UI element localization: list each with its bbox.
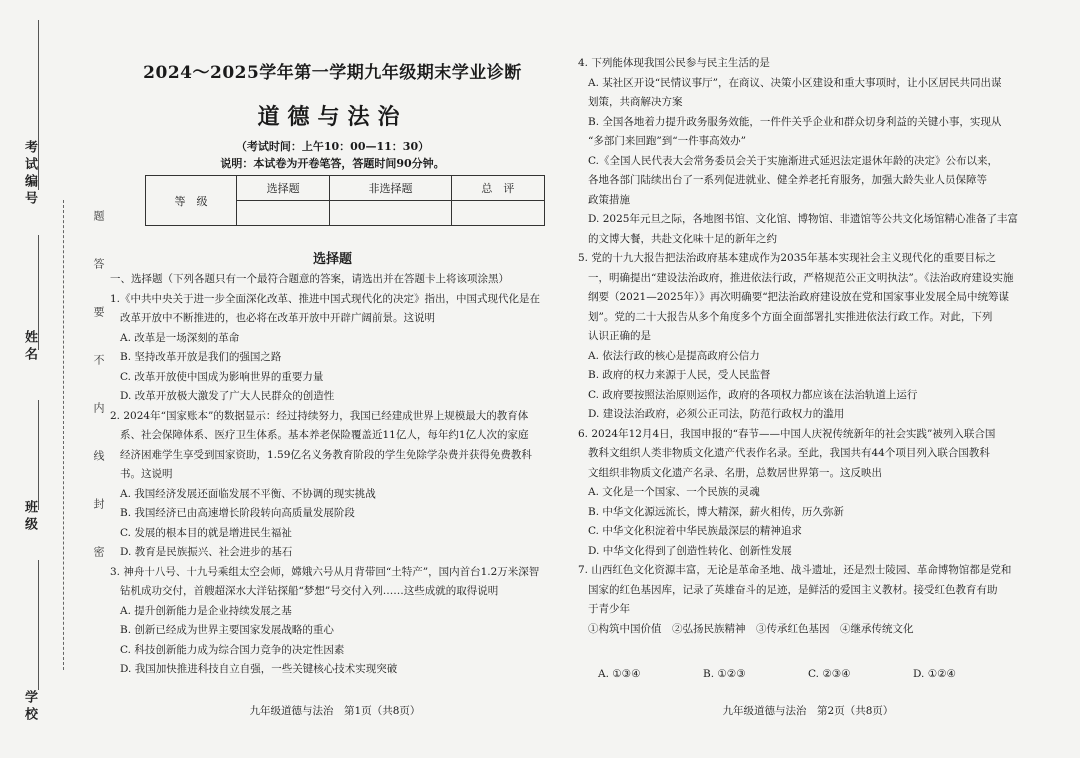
left-q-line: B. 创新已经成为世界主要国家发展战略的重心 bbox=[120, 624, 334, 636]
right-q-line: 国家的红色基因库，记录了英雄奋斗的足迹，是鲜活的爱国主义教材。接受红色教育有助 bbox=[588, 583, 998, 596]
seal-dashed-line bbox=[63, 200, 64, 670]
right-q-line: 划策，共商解决方案 bbox=[588, 96, 683, 108]
q7-choice-c: C. ②③④ bbox=[808, 668, 851, 680]
choice-score-cell[interactable] bbox=[237, 201, 330, 226]
left-q-line: B. 坚持改革开放是我们的强国之路 bbox=[120, 351, 282, 363]
left-q-line: 系、社会保障体系、医疗卫生体系。基本养老保险覆盖近11亿人，每年约1亿人次的家庭 bbox=[120, 429, 529, 441]
left-q-line: 2. 2024年“国家账本”的数据显示：经过持续努力，我国已经建成世界上规模最大的教育体 bbox=[110, 409, 529, 422]
seal-text: 题答要不内线封密 bbox=[92, 210, 105, 594]
nonchoice-col-header: 非选择题 bbox=[330, 176, 452, 201]
right-q-line: 5. 党的十九大报告把法治政府基本建成作为2035年基本实现社会主义现代化的重要目标之 bbox=[578, 252, 997, 264]
page-2-footer: 九年级道德与法治 第2页（共8页） bbox=[722, 705, 894, 717]
right-q-line: 教科文组织人类非物质文化遗产代表作名录。至此，我国共有44个项目列入联合国教科 bbox=[588, 447, 990, 459]
class-label: 班级 bbox=[22, 500, 37, 534]
right-q-line: 纲要（2021—2025年）》再次明确要“把法治政府建设放在党和国家事业发展全局中统筹谋 bbox=[588, 291, 1010, 303]
right-q-line: 于青少年 bbox=[588, 603, 630, 615]
right-q-line: 4. 下列能体现我国公民参与民主生活的是 bbox=[578, 57, 770, 69]
class-line bbox=[38, 400, 39, 510]
right-q-line: 文组织非物质文化遗产名录、名册，总数居世界第一。这反映出 bbox=[588, 466, 882, 479]
right-q-line: A. 依法行政的核心是提高政府公信力 bbox=[588, 349, 760, 362]
school-line bbox=[38, 560, 39, 690]
grade-label: 等 级 bbox=[146, 176, 237, 226]
right-q-line: B. 全国各地着力提升政务服务效能，一件件关乎企业和群众切身利益的关键小事，实现从 bbox=[588, 115, 1002, 128]
choice-col-header: 选择题 bbox=[237, 176, 330, 201]
score-table bbox=[145, 175, 545, 226]
exam-time: （考试时间：上午10：00—11：30） bbox=[235, 140, 430, 153]
left-q-line: 钻机成功交付，首艘超深水大洋钻探船“梦想”号交付入列……这些成就的取得说明 bbox=[120, 585, 499, 597]
school-label: 学校 bbox=[22, 690, 37, 724]
binding-margin bbox=[0, 0, 105, 758]
left-q-line: A. 改革是一场深刻的革命 bbox=[120, 331, 240, 344]
left-q-line: C. 改革开放使中国成为影响世界的重要力量 bbox=[120, 370, 324, 383]
right-q-line: B. 政府的权力来源于人民，受人民监督 bbox=[588, 369, 771, 381]
right-q-line: D. 中华文化得到了创造性转化、创新性发展 bbox=[588, 544, 792, 557]
right-q-line: 7. 山西红色文化资源丰富，无论是革命圣地、战斗遗址，还是烈士陵园、革命博物馆都是党和 bbox=[578, 564, 1012, 576]
right-q-line: ①构筑中国价值 ②弘扬民族精神 ③传承红色基因 ④继承传统文化 bbox=[588, 622, 914, 635]
left-q-line: C. 发展的根本目的就是增进民生福祉 bbox=[120, 526, 292, 539]
right-q-line: D. 2025年元旦之际，各地图书馆、文化馆、博物馆、非遗馆等公共文化场馆精心准备了丰富 bbox=[588, 213, 1018, 225]
exam-no-label: 考试编号 bbox=[22, 140, 37, 208]
right-q-line: 政策措施 bbox=[588, 193, 630, 206]
left-q-line: 一、选择题（下列各题只有一个最符合题意的答案，请选出并在答题卡上将该项涂黑） bbox=[110, 273, 509, 285]
right-q-line: 一，明确提出“建设法治政府，推进依法行政，严格规范公正文明执法”。《法治政府建设实施 bbox=[588, 271, 1014, 284]
left-q-line: B. 我国经济已由高速增长阶段转向高质量发展阶段 bbox=[120, 507, 355, 519]
name-label: 姓名 bbox=[22, 330, 37, 364]
right-q-line: 划”。党的二十大报告从多个角度多个方面全面部署扎实推进依法行政工作。对此，下列 bbox=[588, 310, 993, 323]
right-q-line: B. 中华文化源远流长，博大精深，薪火相传，历久弥新 bbox=[588, 505, 844, 518]
total-col-header: 总 评 bbox=[451, 176, 544, 201]
left-q-line: 改革开放中不断推进的，也必将在改革开放中开辟广阔前景。这说明 bbox=[120, 312, 435, 324]
right-q-line: C.《全国人民代表大会常务委员会关于实施渐进式延迟法定退休年龄的决定》公布以来， bbox=[588, 154, 998, 167]
q7-choice-a: A. ①③④ bbox=[598, 668, 641, 680]
right-q-line: 认识正确的是 bbox=[588, 330, 651, 342]
left-q-line: 1.《中共中央关于进一步全面深化改革、推进中国式现代化的决定》指出，中国式现代化是在 bbox=[110, 292, 541, 305]
right-q-line: D. 建设法治政府，必须公正司法，防范行政权力的滥用 bbox=[588, 408, 845, 420]
right-q-line: A. 某社区开设“民情议事厅”，在商议、决策小区建设和重大事项时，让小区居民共同出谋 bbox=[588, 76, 1002, 89]
left-q-line: C. 科技创新能力成为综合国力竞争的决定性因素 bbox=[120, 643, 345, 656]
left-q-line: D. 我国加快推进科技自立自强，一些关键核心技术实现突破 bbox=[120, 663, 398, 675]
left-q-line: 经济困难学生享受到国家资助，1.59亿名义务教育阶段的学生免除学杂费并获得免费教科 bbox=[120, 448, 532, 461]
right-q-line: 6. 2024年12月4日，我国申报的“春节——中国人庆祝传统新年的社会实践”被列入联合国 bbox=[578, 427, 996, 440]
right-q-line: C. 政府要按照法治原则运作，政府的各项权力都应该在法治轨道上运行 bbox=[588, 388, 918, 401]
section-title: 选择题 bbox=[312, 252, 352, 267]
right-questions bbox=[578, 54, 1048, 639]
nonchoice-score-cell[interactable] bbox=[330, 201, 452, 226]
right-q-line: 的文博大餐，共赴文化味十足的新年之约 bbox=[588, 232, 777, 245]
q7-choice-b: B. ①②③ bbox=[703, 668, 746, 680]
left-q-line: D. 改革开放极大激发了广大人民群众的创造性 bbox=[120, 390, 335, 402]
left-q-line: A. 提升创新能力是企业持续发展之基 bbox=[120, 604, 292, 617]
exam-title: 2024～2025学年第一学期九年级期末学业诊断 bbox=[143, 63, 522, 83]
subject-title: 道德与法治 bbox=[257, 104, 408, 130]
left-q-line: D. 教育是民族振兴、社会进步的基石 bbox=[120, 546, 293, 558]
left-questions bbox=[110, 270, 560, 680]
total-score-cell[interactable] bbox=[451, 201, 544, 226]
right-q-line: 各地各部门陆续出台了一系列促进就业、健全养老托育服务，加强大龄失业人员保障等 bbox=[588, 174, 987, 186]
right-q-line: C. 中华文化积淀着中华民族最深层的精神追求 bbox=[588, 525, 802, 537]
left-q-line: A. 我国经济发展还面临发展不平衡、不协调的现实挑战 bbox=[120, 487, 376, 500]
exam-note: 说明：本试卷为开卷笔答，答题时间90分钟。 bbox=[220, 157, 445, 170]
left-q-line: 书。这说明 bbox=[120, 468, 173, 480]
q7-choice-d: D. ①②④ bbox=[913, 668, 956, 680]
right-q-line: A. 文化是一个国家、一个民族的灵魂 bbox=[588, 486, 760, 498]
page-1-footer: 九年级道德与法治 第1页（共8页） bbox=[249, 705, 421, 717]
right-q-line: “多部门来回跑”到“一件事高效办” bbox=[588, 135, 746, 147]
left-q-line: 3. 神舟十八号、十九号乘组太空会师，嫦娥六号从月背带回“土特产”，国内首台1.2万米深智 bbox=[110, 565, 540, 578]
q7-choices bbox=[598, 665, 1018, 685]
